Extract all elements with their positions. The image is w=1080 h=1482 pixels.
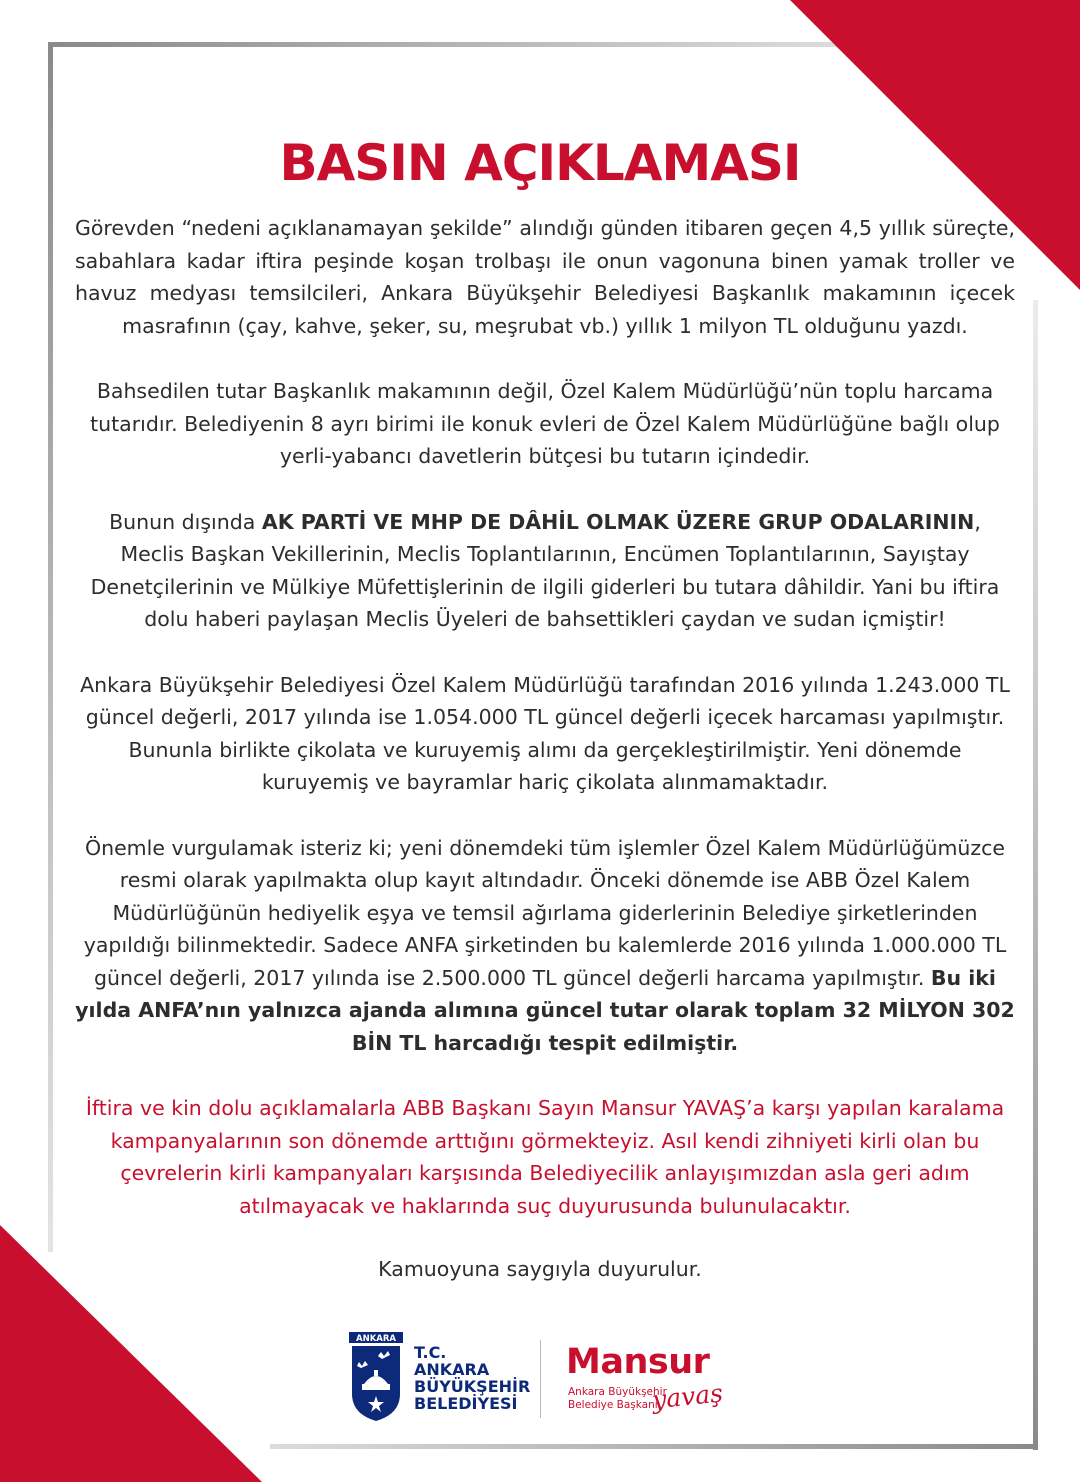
- paragraph-2: [75, 375, 1015, 473]
- footer-logos: [0, 1330, 1080, 1440]
- paragraph-text: Ankara Büyükşehir Belediyesi Özel Kalem Müdürlüğü tarafından 2016 yılında 1.243.000 TL güncel değerli, 2017 yılında ise 1.054.000 TL güncel değerli içecek harcaması yapılmıştır. Bununla birlikte çikolata ve kuruyemiş alımı da gerçekleştirilmiştir. Yeni dönemde kuruyemiş ve bayramlar hariç çikolata alınmamaktadır.: [80, 672, 1010, 794]
- paragraph-text: Görevden “nedeni açıklanamayan şekilde” alındığı günden itibaren geçen 4,5 yıllık süreçte, sabahlara kadar iftira peşinde koşan trolbaşı ile onun vagonuna binen yamak troller ve havuz medyası temsilcileri, Ankara Büyükşehir Belediyesi Başkanlık makamının içecek masrafının (çay, kahve, şeker, su, meşrubat vb.) yıllık 1 milyon TL olduğunu yazdı.: [75, 216, 1015, 338]
- paragraph-text: , Meclis Başkan Vekillerinin, Meclis Toplantılarının, Encümen Toplantılarının, Sayıştay Denetçilerinin ve Mülkiye Müfettişlerinin de ilgili giderleri bu tutara dâhildir. Yani bu iftira dolu haberi paylaşan Meclis Üyeleri de bahsettikleri çaydan ve sudan içmiştir!: [90, 509, 1000, 631]
- mansur-logo-name: Mansur: [566, 1342, 710, 1382]
- paragraph-6-warning: [75, 1092, 1015, 1222]
- paragraph-1: [75, 212, 1015, 342]
- paragraph-5: [75, 832, 1015, 1060]
- paragraph-text: Bunun dışında: [109, 509, 262, 534]
- logo-divider: [540, 1340, 541, 1418]
- abb-line-4: BELEDİYESİ: [414, 1394, 518, 1413]
- mansur-subtitle-line-2: Belediye Başkanı: [568, 1399, 658, 1411]
- abb-line-2: ANKARA: [414, 1360, 490, 1379]
- abb-line-3: BÜYÜKŞEHİR: [414, 1377, 531, 1396]
- page-title: BASIN AÇIKLAMASI: [279, 133, 801, 192]
- emphasis-text: AK PARTİ VE MHP DE DÂHİL OLMAK ÜZERE GRUP ODALARININ: [261, 509, 975, 534]
- emblem-badge-text: ANKARA: [356, 1334, 396, 1344]
- paragraph-3: [75, 506, 1015, 636]
- emphasis-text: Bu iki yılda ANFA’nın yalnızca ajanda alımına güncel tutar olarak toplam 32 MİLYON 302 BİN TL harcadığı tespit edilmiştir.: [75, 965, 1015, 1055]
- paragraph-4: [75, 669, 1015, 799]
- mansur-subtitle-line-1: Ankara Büyükşehir: [568, 1386, 667, 1398]
- mansur-signature: yavaş: [650, 1378, 725, 1415]
- ankara-municipality-emblem-icon: [348, 1332, 404, 1422]
- paragraph-text: İftira ve kin dolu açıklamalarla ABB Başkanı Sayın Mansur YAVAŞ’a karşı yapılan karalama kampanyalarının son dönemde arttığını görmekteyiz. Asıl kendi zihniyeti kirli olan bu çevrelerin kirli kampanyaları karşısında Belediyecilik anlayışımızdan asla geri adım atılmayacak ve haklarında suç duyurusunda bulunulacaktır.: [85, 1096, 1005, 1218]
- abb-line-1: T.C.: [414, 1343, 447, 1362]
- ankara-municipality-name: [414, 1344, 530, 1412]
- closing-line: Kamuoyuna saygıyla duyurulur.: [378, 1257, 702, 1281]
- paragraph-text: Bahsedilen tutar Başkanlık makamının değil, Özel Kalem Müdürlüğü’nün toplu harcama tutarıdır. Belediyenin 8 ayrı birimi ile konuk evleri de Özel Kalem Müdürlüğüne bağlı olup yerli-yabancı davetlerin bütçesi bu tutarın içindedir.: [90, 379, 1000, 468]
- paragraph-text: Önemle vurgulamak isteriz ki; yeni dönemdeki tüm işlemler Özel Kalem Müdürlüğümüzce resmi olarak yapılmakta olup kayıt altındadır. Önceki dönemde ise ABB Özel Kalem Müdürlüğünün hediyelik eşya ve temsil ağırlama giderlerinin Belediye şirketlerinden yapıldığı bilinmektedir. Sadece ANFA şirketinden bu kalemlerde 2016 yılında 1.000.000 TL güncel değerli, 2017 yılında ise 2.500.000 TL güncel değerli harcama yapılmıştır.: [83, 835, 1007, 990]
- press-release-body: [75, 212, 1015, 1255]
